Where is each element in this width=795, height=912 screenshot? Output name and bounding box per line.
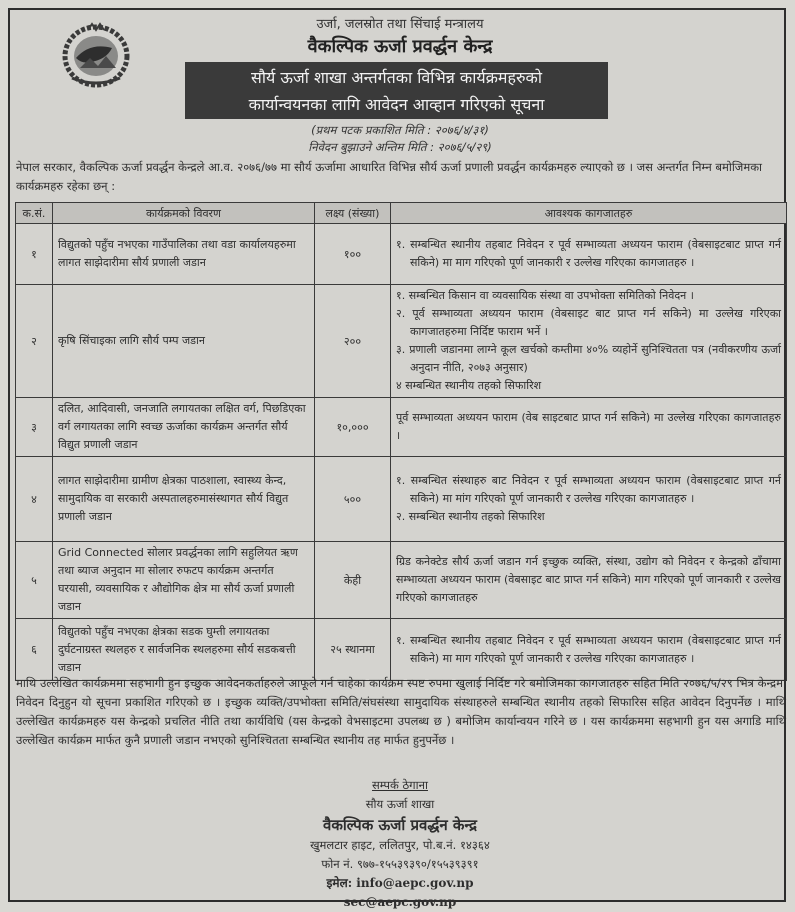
document-item: २. सम्बन्धित स्थानीय तहको सिफारिश: [396, 510, 545, 523]
document-item: १. सम्बन्धित स्थानीय तहबाट निवेदन र पूर्व सम्भाव्यता अध्ययन फाराम (वेबसाइटबाट प्राप्त गर्न सकिने) मा माग गरिएको पूर्ण जानकारी र उल्लेख गरिएका कागजातहरु ।: [396, 633, 781, 665]
table-row: [16, 398, 787, 457]
notice-title-banner: [185, 62, 608, 119]
row-target: २००: [315, 285, 391, 398]
row-target: १०,०००: [315, 398, 391, 457]
row-documents: [391, 285, 787, 398]
row-target: ५००: [315, 457, 391, 542]
table-row: [16, 542, 787, 619]
row-sn: ३: [16, 398, 53, 457]
contact-block: [250, 776, 550, 912]
table-row: [16, 457, 787, 542]
document-item: ४ सम्बन्धित स्थानीय तहको सिफारिश: [396, 379, 542, 392]
row-target: २५ स्थानमा: [315, 619, 391, 681]
header-sn: क.सं.: [16, 203, 53, 224]
row-description: विद्युतको पहुँच नभएका गाउँपालिका तथा वडा कार्यालयहरुमा लागत साझेदारीमा सौर्य प्रणाली जडान: [53, 224, 315, 285]
submission-deadline: निवेदन बुझाउने अन्तिम मिति : २०७६/५/२९): [308, 140, 492, 154]
row-target: केही: [315, 542, 391, 619]
row-sn: ४: [16, 457, 53, 542]
row-description: Grid Connected सोलार प्रवर्द्धनका लागि सहुलियत ऋण तथा ब्याज अनुदान मा सोलार रुफटप कार्यक्रम अन्तर्गत घरयासी, व्यवसायिक र औद्योगिक क्षेत्र मा सौर्य ऊर्जा प्रणाली जडान: [53, 542, 315, 619]
document-item: १. सम्बन्धित स्थानीय तहबाट निवेदन र पूर्व सम्भाव्यता अध्ययन फाराम (वेबसाइटबाट प्राप्त गर्न सकिने) मा माग गरिएको पूर्ण जानकारी र उल्लेख गरिएका कागजातहरु ।: [396, 238, 781, 269]
row-documents: [391, 224, 787, 285]
closing-paragraph: माथि उल्लेखित कार्यक्रममा सहभागी हुन इच्छुक आवेदनकर्ताहरुले आफूले गर्न चाहेका कार्यक्रम स्पष्ट रुपमा खुलाई निर्दिष्ट गरे बमोजिमका कागजातहरु सहित मिति २०७६/५/२९ भित्र केन्द्रमा निवेदन दिनुहुन यो सूचना प्रकाशित गरिएको छ । इच्छुक व्यक्ति/उपभोक्ता समिति/संघसंस्था सामुदायिक संस्थाहरुले सम्बन्धित स्थानीय तहको सिफारिस सहित आवेदन दिनुपर्नेछ । माथि उल्लेखित कार्यक्रमहरु यस केन्द्रको प्रचलित नीति तथा कार्यविधि (यस केन्द्रको वेभसाइटमा उपलब्ध छ ) बमोजिम कार्यान्वयन गरिने छ । यस कार्यक्रममा सहभागी हुन यस अगाडि माथि उल्लेखित कार्यक्रम मार्फत कुनै प्रणाली जडान नभएको सुनिश्चितता सम्बन्धित स्थानीय तह मार्फत हुनुपर्नेछ ।: [16, 676, 786, 747]
document-item: १. सम्बन्धित संस्थाहरु बाट निवेदन र पूर्व सम्भाव्यता अध्ययन फाराम (वेबसाइटबाट प्राप्त गर्न सकिने) मा मांग गरिएको पूर्ण जानकारी र उल्लेख गरिएका कागजातहरु ।: [396, 474, 781, 505]
row-description: लागत साझेदारीमा ग्रामीण क्षेत्रका पाठशाला, स्वास्थ्य केन्द, सामुदायिक वा सरकारी अस्पतालहरुमासंस्थागत सौर्य विद्युत प्रणाली जडान: [53, 457, 315, 542]
published-date: (प्रथम पटक प्रकाशित मिति : २०७६/४/३१): [311, 123, 489, 137]
contact-phone: फोन नं. ९७७-१५५३९३९०/१५५३९३९१: [321, 857, 479, 871]
table-row: [16, 285, 787, 398]
header-documents: आवश्यक कागजातहरु: [391, 203, 787, 224]
programs-table: [15, 202, 787, 681]
document-item: पूर्व सम्भाव्यता अध्ययन फाराम (वेब साइटबाट प्राप्त गर्न सकिने) मा उल्लेख गरिएका कागजातहरु ।: [396, 411, 781, 442]
table-header-row: [16, 203, 787, 224]
row-target: १००: [315, 224, 391, 285]
row-documents: [391, 542, 787, 619]
contact-email-info[interactable]: इमेल: info@aepc.gov.np: [326, 876, 474, 890]
row-sn: २: [16, 285, 53, 398]
document-item: ३. प्रणाली जडानमा लाग्ने कूल खर्चको कम्तीमा ४०% व्यहोर्ने सुनिश्चितता पत्र (नवीकरणीय ऊर्जा अनुदान नीति, २०७३ अनुसार): [396, 343, 781, 374]
banner-line-2: कार्यान्वयनका लागि आवेदन आव्हान गरिएको सूचना: [248, 95, 545, 114]
row-sn: ६: [16, 619, 53, 681]
contact-email-sec[interactable]: sec@aepc.gov.np: [343, 895, 457, 909]
contact-address: खुमलटार हाइट, ललितपुर, पो.ब.नं. १४३६४: [310, 838, 490, 852]
contact-branch: सौय ऊर्जा शाखा: [365, 797, 435, 811]
row-sn: १: [16, 224, 53, 285]
document-item: ग्रिड कनेक्टेड सौर्य ऊर्जा जडान गर्न इच्छुक व्यक्ति, संस्था, उद्योग को निवेदन र केन्द्रको ढाँचामा सम्भाव्यता अध्ययन फाराम (वेबसाइट बाट प्राप्त गर्न सकिने) माग गरिएको पूर्ण जानकारी र उल्लेख गरिएको कागजातहरु: [396, 555, 781, 604]
row-documents: [391, 619, 787, 681]
row-documents: [391, 398, 787, 457]
contact-heading: सम्पर्क ठेगाना: [372, 778, 428, 792]
row-description: दलित, आदिवासी, जनजाति लगायतका लक्षित वर्ग, पिछडिएका वर्ग लगायतका लागि स्वच्छ ऊर्जाका कार्यक्रम अन्तर्गत सौर्य विद्युत प्रणाली जडान: [53, 398, 315, 457]
row-sn: ५: [16, 542, 53, 619]
row-documents: [391, 457, 787, 542]
nepal-emblem-logo: [60, 20, 132, 90]
document-item: १. सम्बन्धित किसान वा व्यवसायिक संस्था वा उपभोक्ता समितिको निवेदन ।: [396, 289, 694, 302]
intro-paragraph: नेपाल सरकार, वैकल्पिक ऊर्जा प्रवर्द्धन केन्द्रले आ.व. २०७६/७७ मा सौर्य ऊर्जामा आधारित विभिन्न सौर्य ऊर्जा प्रणाली प्रवर्द्धन कार्यक्रमहरु ल्याएको छ । जस अन्तर्गत निम्न बमोजिमका कार्यक्रमहरु रहेका छन् :: [16, 160, 763, 193]
table-row: [16, 224, 787, 285]
document-item: २. पूर्व सम्भाव्यता अध्ययन फाराम (वेबसाइट बाट प्राप्त गर्न सकिने) मा उल्लेख गरिएका कागजातहरुमा निर्दिष्ट फाराम भर्ने ।: [396, 307, 781, 338]
header-description: कार्यक्रमको विवरण: [53, 203, 315, 224]
row-description: कृषि सिंचाइका लागि सौर्य पम्प जडान: [53, 285, 315, 398]
ministry-name: उर्जा, जलस्रोत तथा सिंचाई मन्त्रालय: [316, 17, 484, 32]
center-name-title: वैकल्पिक ऊर्जा प्रवर्द्धन केन्द्र: [307, 36, 493, 57]
row-description: विद्युतको पहुँच नभएका क्षेत्रका सडक घुम्ती लगायतका दुर्घटनाग्रस्त स्थलहरु र सार्वजनिक स्थलहरुमा सौर्य सडकबत्ती जडान: [53, 619, 315, 681]
header-target: लक्ष्य (संख्या): [315, 203, 391, 224]
banner-line-1: सौर्य ऊर्जा शाखा अन्तर्गतका विभिन्न कार्यक्रमहरुको: [251, 68, 542, 87]
table-row: [16, 619, 787, 681]
contact-center-name: वैकल्पिक ऊर्जा प्रवर्द्धन केन्द्र: [323, 816, 477, 834]
